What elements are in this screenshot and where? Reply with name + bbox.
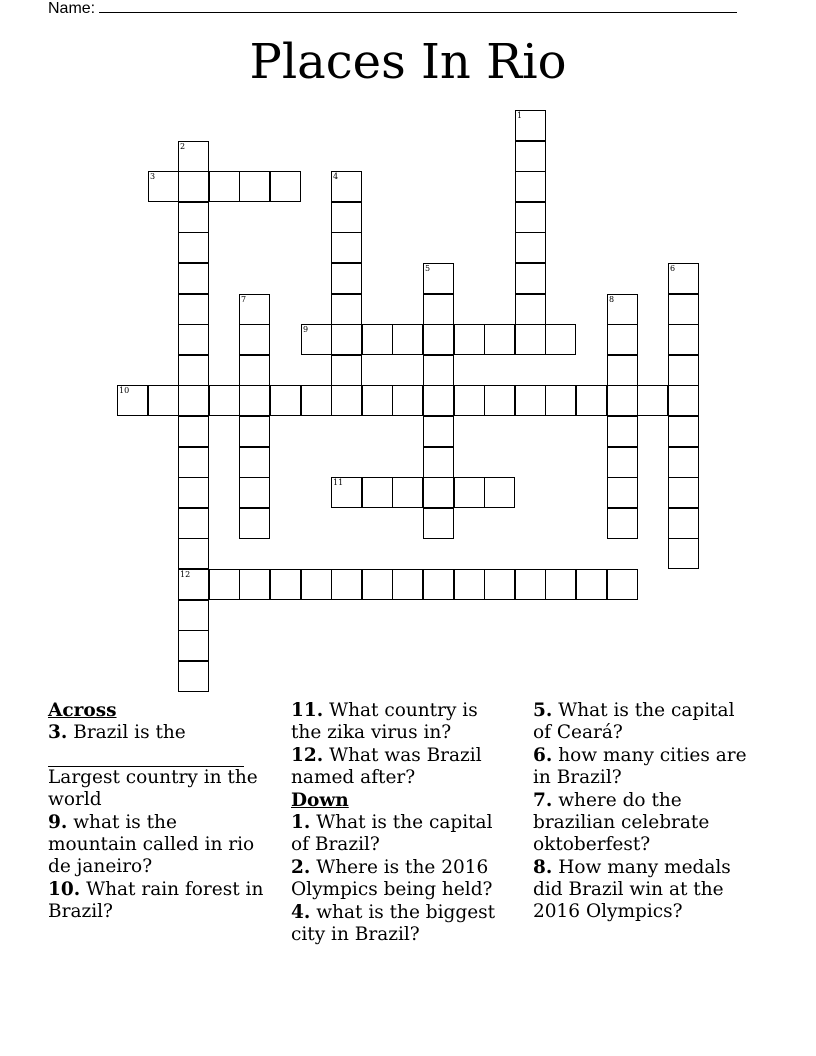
clue-down-6: 6. how many cities are in Brazil? (533, 745, 747, 788)
crossword-cell[interactable] (668, 385, 699, 416)
clue-down-7: 7. where do the brazilian celebrate oktoberfest? (533, 790, 710, 855)
crossword-cell[interactable] (209, 385, 240, 416)
crossword-cell[interactable] (607, 416, 638, 447)
crossword-cell[interactable] (178, 416, 209, 447)
crossword-cell[interactable] (668, 416, 699, 447)
name-label: Name: (48, 0, 96, 17)
crossword-cell[interactable] (515, 294, 546, 325)
crossword-cell[interactable] (239, 385, 270, 416)
crossword-cell[interactable] (331, 324, 362, 355)
crossword-cell[interactable] (484, 385, 515, 416)
crossword-cell[interactable] (668, 508, 699, 539)
crossword-cell[interactable] (331, 294, 362, 325)
cell-number: 4 (333, 172, 339, 181)
cell-number: 12 (180, 570, 191, 579)
crossword-cell[interactable] (209, 171, 240, 202)
crossword-cell[interactable] (148, 385, 179, 416)
crossword-cell[interactable] (515, 232, 546, 263)
crossword-cell[interactable] (331, 263, 362, 294)
crossword-cell[interactable] (668, 263, 699, 294)
down-heading: Down (291, 790, 349, 811)
crossword-cell[interactable] (239, 171, 270, 202)
crossword-cell[interactable] (607, 324, 638, 355)
crossword-cell[interactable] (178, 538, 209, 569)
crossword-cell[interactable] (178, 569, 209, 600)
crossword-cell[interactable] (362, 569, 393, 600)
crossword-cell[interactable] (423, 355, 454, 386)
crossword-cell[interactable] (301, 324, 332, 355)
crossword-cell[interactable] (270, 569, 301, 600)
cell-number: 11 (333, 478, 344, 487)
crossword-cell[interactable] (239, 355, 270, 386)
cell-number: 2 (180, 142, 186, 151)
clue-across-9: 9. what is the mountain called in rio de janeiro? (48, 812, 255, 877)
crossword-cell[interactable] (392, 324, 423, 355)
crossword-cell[interactable] (545, 385, 576, 416)
crossword-cell[interactable] (209, 569, 240, 600)
crossword-cell[interactable] (576, 385, 607, 416)
crossword-cell[interactable] (178, 171, 209, 202)
across-heading: Across (48, 700, 117, 721)
crossword-cell[interactable] (270, 171, 301, 202)
crossword-cell[interactable] (239, 324, 270, 355)
cell-number: 1 (517, 111, 523, 120)
clue-column-3 (533, 700, 755, 924)
crossword-cell[interactable] (454, 324, 485, 355)
crossword-cell[interactable] (607, 294, 638, 325)
crossword-cell[interactable] (178, 508, 209, 539)
crossword-cell[interactable] (178, 202, 209, 233)
clue-across-10: 10. What rain forest in Brazil? (48, 879, 264, 922)
crossword-cell[interactable] (178, 385, 209, 416)
crossword-cell[interactable] (331, 232, 362, 263)
crossword-cell[interactable] (239, 294, 270, 325)
crossword-cell[interactable] (331, 569, 362, 600)
crossword-cell[interactable] (423, 416, 454, 447)
crossword-cell[interactable] (178, 661, 209, 692)
crossword-cell[interactable] (239, 569, 270, 600)
clue-across-3: 3. Brazil is the Largest country in the world (48, 722, 258, 810)
crossword-cell[interactable] (178, 263, 209, 294)
crossword-cell[interactable] (392, 569, 423, 600)
cell-number: 7 (241, 295, 247, 304)
clue-column-1 (48, 700, 270, 924)
answer-blank (48, 744, 244, 767)
crossword-cell[interactable] (178, 447, 209, 478)
crossword-cell[interactable] (515, 263, 546, 294)
crossword-cell[interactable] (178, 294, 209, 325)
crossword-cell[interactable] (423, 324, 454, 355)
crossword-cell[interactable] (178, 600, 209, 631)
crossword-cell[interactable] (484, 569, 515, 600)
crossword-cell[interactable] (454, 385, 485, 416)
crossword-cell[interactable] (331, 355, 362, 386)
crossword-cell[interactable] (178, 630, 209, 661)
cell-number: 9 (303, 325, 309, 334)
crossword-cell[interactable] (239, 447, 270, 478)
crossword-cell[interactable] (362, 385, 393, 416)
crossword-cell[interactable] (545, 569, 576, 600)
crossword-cell[interactable] (331, 385, 362, 416)
crossword-cell[interactable] (515, 202, 546, 233)
crossword-cell[interactable] (239, 416, 270, 447)
crossword-cell[interactable] (423, 385, 454, 416)
crossword-cell[interactable] (607, 477, 638, 508)
crossword-cell[interactable] (331, 202, 362, 233)
crossword-cell[interactable] (668, 294, 699, 325)
crossword-cell[interactable] (668, 324, 699, 355)
crossword-cell[interactable] (607, 355, 638, 386)
crossword-cell[interactable] (178, 232, 209, 263)
clue-down-5: 5. What is the capital of Ceará? (533, 700, 735, 743)
cell-number: 5 (425, 264, 431, 273)
crossword-cell[interactable] (607, 447, 638, 478)
crossword-cell[interactable] (515, 569, 546, 600)
crossword-cell[interactable] (362, 324, 393, 355)
crossword-cell[interactable] (301, 385, 332, 416)
crossword-cell[interactable] (484, 324, 515, 355)
cell-number: 3 (150, 172, 156, 181)
clue-down-2: 2. Where is the 2016 Olympics being held? (291, 857, 493, 900)
crossword-cell[interactable] (117, 385, 148, 416)
crossword-cell[interactable] (515, 385, 546, 416)
crossword-cell[interactable] (423, 569, 454, 600)
crossword-cell[interactable] (515, 324, 546, 355)
crossword-cell[interactable] (515, 171, 546, 202)
crossword-cell[interactable] (515, 110, 546, 141)
crossword-cell[interactable] (178, 324, 209, 355)
crossword-cell[interactable] (423, 508, 454, 539)
crossword-cell[interactable] (484, 477, 515, 508)
crossword-cell[interactable] (239, 508, 270, 539)
crossword-cell[interactable] (239, 477, 270, 508)
crossword-cell[interactable] (607, 569, 638, 600)
clue-column-2 (291, 700, 513, 947)
crossword-cell[interactable] (668, 538, 699, 569)
cell-number: 10 (119, 386, 130, 395)
crossword-cell[interactable] (668, 477, 699, 508)
crossword-cell[interactable] (270, 385, 301, 416)
crossword-cell[interactable] (178, 355, 209, 386)
crossword-cell[interactable] (607, 508, 638, 539)
crossword-cell[interactable] (515, 141, 546, 172)
crossword-cell[interactable] (423, 477, 454, 508)
crossword-cell[interactable] (148, 171, 179, 202)
crossword-cell[interactable] (668, 355, 699, 386)
crossword-cell[interactable] (545, 324, 576, 355)
clue-down-1: 1. What is the capital of Brazil? (291, 812, 493, 855)
clue-down-4: 4. what is the biggest city in Brazil? (291, 902, 496, 945)
crossword-cell[interactable] (637, 385, 668, 416)
cell-number: 6 (670, 264, 676, 273)
crossword-cell[interactable] (362, 477, 393, 508)
crossword-cell[interactable] (301, 569, 332, 600)
cell-number: 8 (609, 295, 615, 304)
crossword-cell[interactable] (423, 263, 454, 294)
crossword-cell[interactable] (392, 385, 423, 416)
crossword-cell[interactable] (423, 294, 454, 325)
clue-across-12: 12. What was Brazil named after? (291, 745, 482, 788)
crossword-cell[interactable] (576, 569, 607, 600)
clue-across-11: 11. What country is the zika virus in? (291, 700, 478, 743)
crossword-cell[interactable] (178, 477, 209, 508)
crossword-cell[interactable] (392, 477, 423, 508)
puzzle-title: Places In Rio (249, 34, 567, 90)
crossword-cell[interactable] (423, 447, 454, 478)
crossword-cell[interactable] (668, 447, 699, 478)
crossword-cell[interactable] (454, 569, 485, 600)
clue-down-8: 8. How many medals did Brazil win at the 2016 Olympics? (533, 857, 731, 922)
crossword-cell[interactable] (607, 385, 638, 416)
crossword-cell[interactable] (331, 171, 362, 202)
crossword-cell[interactable] (331, 477, 362, 508)
crossword-cell[interactable] (178, 141, 209, 172)
crossword-cell[interactable] (454, 477, 485, 508)
